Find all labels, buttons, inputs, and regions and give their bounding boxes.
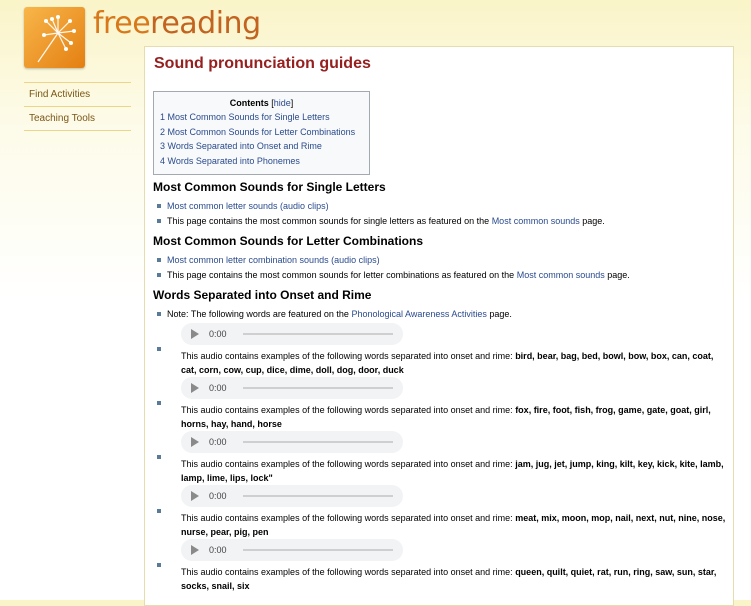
list-item xyxy=(153,254,728,266)
main-content xyxy=(144,46,734,606)
audio-progress-track[interactable] xyxy=(243,549,393,551)
toc-item[interactable]: 4 Words Separated into Phonemes xyxy=(160,155,300,166)
audio-time: 0:00 xyxy=(209,545,227,555)
play-icon[interactable] xyxy=(191,545,199,555)
logo-word-reading: reading xyxy=(150,6,261,41)
bullet-icon xyxy=(157,401,161,405)
most-common-sounds-link[interactable]: Most common sounds xyxy=(491,216,580,226)
audio-time: 0:00 xyxy=(209,329,227,339)
audio-progress-track[interactable] xyxy=(243,495,393,497)
audio-time: 0:00 xyxy=(209,437,227,447)
site-logo-text[interactable] xyxy=(93,6,261,41)
audio-player[interactable] xyxy=(181,485,403,507)
play-icon[interactable] xyxy=(191,329,199,339)
audio-player[interactable] xyxy=(181,377,403,399)
audio-description: This audio contains examples of the following words separated into onset and rime: xyxy=(181,459,516,469)
toc-hide-toggle[interactable]: [hide] xyxy=(271,98,294,108)
audio-list-item xyxy=(153,323,728,377)
list-text: page. xyxy=(604,270,630,280)
word-list: queen, quilt, quiet, rat, run, ring, saw, sun, star, socks, snail, six xyxy=(181,567,717,591)
audio-list-item xyxy=(153,539,728,593)
toc-hide-link[interactable]: hide xyxy=(273,98,291,108)
list-item xyxy=(153,200,728,212)
bullet-icon xyxy=(157,509,161,513)
toc-header xyxy=(160,98,363,108)
list-text: This page contains the most common sounds for single letters as featured on the xyxy=(167,216,492,226)
list-item xyxy=(153,308,728,320)
audio-description: This audio contains examples of the following words separated into onset and rime: xyxy=(181,567,516,577)
list-item xyxy=(153,269,728,281)
page-title: Sound pronunciation guides xyxy=(154,55,371,72)
section-heading-single-letters: Most Common Sounds for Single Letters xyxy=(153,180,386,194)
letter-sounds-link[interactable]: Most common letter sounds (audio clips) xyxy=(167,201,329,211)
audio-progress-track[interactable] xyxy=(243,441,393,443)
section-heading-letter-combinations: Most Common Sounds for Letter Combinations xyxy=(153,234,423,248)
combination-sounds-link[interactable]: Most common letter combination sounds (audio clips) xyxy=(167,255,380,265)
audio-list-item xyxy=(153,431,728,485)
audio-list-item xyxy=(153,485,728,539)
audio-description: This audio contains examples of the following words separated into onset and rime: xyxy=(181,351,516,361)
note-text: page. xyxy=(486,309,512,319)
audio-time: 0:00 xyxy=(209,491,227,501)
article-body xyxy=(153,180,728,593)
most-common-sounds-link[interactable]: Most common sounds xyxy=(516,270,605,280)
sidebar xyxy=(24,82,131,131)
toc-item[interactable]: 1 Most Common Sounds for Single Letters xyxy=(160,112,330,122)
bullet-icon xyxy=(157,563,161,567)
word-list: jam, jug, jet, jump, king, kilt, key, kick, kite, lamb, lamp, lime, lips, lock" xyxy=(181,459,724,483)
freereading-logo-icon[interactable] xyxy=(24,7,85,68)
bullet-icon xyxy=(157,455,161,459)
phonological-awareness-link[interactable]: Phonological Awareness Activities xyxy=(351,309,487,319)
section-heading-onset-rime: Words Separated into Onset and Rime xyxy=(153,288,372,302)
section-list xyxy=(153,254,728,281)
list-text: page. xyxy=(579,216,605,226)
audio-description: This audio contains examples of the following words separated into onset and rime: xyxy=(181,405,516,415)
sidebar-divider xyxy=(24,130,131,131)
audio-progress-track[interactable] xyxy=(243,387,393,389)
play-icon[interactable] xyxy=(191,491,199,501)
dandelion-icon xyxy=(24,7,85,68)
audio-time: 0:00 xyxy=(209,383,227,393)
toc-item[interactable]: 2 Most Common Sounds for Letter Combinations xyxy=(160,126,356,137)
audio-player[interactable] xyxy=(181,323,403,345)
list-text: This page contains the most common sounds for letter combinations as featured on the xyxy=(167,270,517,280)
toc-item[interactable]: 3 Words Separated into Onset and Rime xyxy=(160,141,322,151)
word-list: meat, mix, moon, mop, nail, next, nut, nine, nose, nurse, pear, pig, pen xyxy=(181,513,726,537)
word-list: fox, fire, foot, fish, frog, game, gate, goat, girl, horns, hay, hand, horse xyxy=(181,405,711,429)
audio-player[interactable] xyxy=(181,539,403,561)
audio-description: This audio contains examples of the following words separated into onset and rime: xyxy=(181,513,516,523)
play-icon[interactable] xyxy=(191,437,199,447)
audio-progress-track[interactable] xyxy=(243,333,393,335)
sidebar-item-find-activities[interactable]: Find Activities xyxy=(29,89,91,100)
toc-title: Contents xyxy=(229,98,269,108)
section-list xyxy=(153,200,728,227)
play-icon[interactable] xyxy=(191,383,199,393)
section-list xyxy=(153,308,728,320)
bullet-icon xyxy=(157,347,161,351)
word-list: bird, bear, bag, bed, bowl, bow, box, can, coat, cat, corn, cow, cup, dice, dime, doll, dog, door, duck xyxy=(181,351,714,375)
note-text: Note: The following words are featured on the xyxy=(167,309,352,319)
list-item xyxy=(153,215,728,227)
audio-list-item xyxy=(153,377,728,431)
table-of-contents xyxy=(153,91,370,175)
audio-player[interactable] xyxy=(181,431,403,453)
sidebar-item-teaching-tools[interactable]: Teaching Tools xyxy=(29,113,95,124)
logo-word-free: free xyxy=(93,6,151,41)
